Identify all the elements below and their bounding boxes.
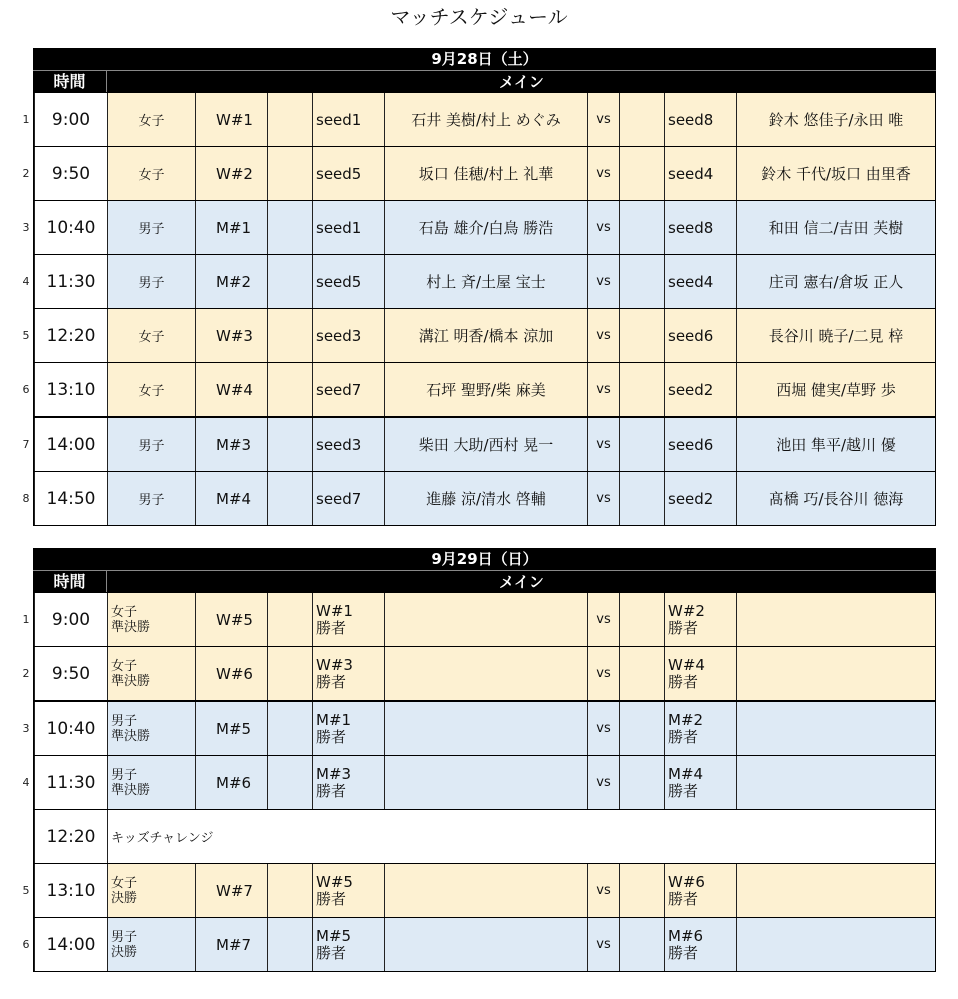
match-code: W#1 — [195, 93, 267, 146]
category: 男子 — [107, 472, 195, 525]
column-header-row — [33, 70, 936, 92]
match-time: 10:40 — [34, 702, 107, 755]
match-row — [22, 592, 935, 646]
match-code: W#6 — [195, 647, 267, 700]
team-right — [736, 593, 935, 646]
match-row — [22, 917, 935, 971]
category: 男子 準決勝 — [107, 702, 195, 755]
vs-label: vs — [587, 93, 619, 146]
vs-label: vs — [587, 756, 619, 809]
row-number: 2 — [22, 667, 30, 680]
seed-left: M#3 勝者 — [312, 756, 384, 809]
match-time: 14:50 — [34, 472, 107, 525]
page-title: マッチスケジュール — [390, 5, 568, 29]
row-number — [21, 810, 31, 863]
blank-cell — [267, 418, 312, 471]
team-left — [384, 864, 587, 917]
seed-left: seed1 — [312, 201, 384, 254]
row-number: 3 — [22, 221, 30, 234]
row-number: 5 — [22, 329, 30, 342]
match-code: M#2 — [195, 255, 267, 308]
team-right: 池田 隼平/越川 優 — [736, 418, 935, 471]
match-code: W#2 — [195, 147, 267, 200]
match-time: 9:00 — [34, 593, 107, 646]
match-row — [22, 362, 935, 416]
category: 男子 — [107, 418, 195, 471]
team-left: 柴田 大助/西村 晃一 — [384, 418, 587, 471]
seed-left: seed3 — [312, 418, 384, 471]
match-row — [22, 254, 935, 308]
vs-label: vs — [587, 201, 619, 254]
match-code: M#4 — [195, 472, 267, 525]
seed-right: seed2 — [664, 472, 736, 525]
blank-cell — [619, 647, 664, 700]
blank-cell — [267, 756, 312, 809]
category: 女子 — [107, 363, 195, 416]
match-code: M#1 — [195, 201, 267, 254]
seed-left: seed5 — [312, 147, 384, 200]
vs-label: vs — [587, 472, 619, 525]
match-time: 14:00 — [34, 418, 107, 471]
match-time: 11:30 — [34, 255, 107, 308]
match-time: 13:10 — [34, 363, 107, 416]
row-number: 2 — [22, 167, 30, 180]
blank-cell — [619, 418, 664, 471]
blank-cell — [619, 363, 664, 416]
seed-left: M#5 勝者 — [312, 918, 384, 971]
team-right — [736, 647, 935, 700]
match-code: W#5 — [195, 593, 267, 646]
schedule-table-day2 — [22, 548, 936, 972]
date-header: 9月29日（日） — [33, 548, 936, 570]
team-left — [384, 593, 587, 646]
vs-label: vs — [587, 363, 619, 416]
seed-left: W#3 勝者 — [312, 647, 384, 700]
match-code: M#5 — [195, 702, 267, 755]
kids-challenge-label: キッズチャレンジ — [107, 810, 935, 863]
category: 男子 — [107, 201, 195, 254]
vs-label: vs — [587, 647, 619, 700]
match-time: 9:00 — [34, 93, 107, 146]
row-number: 1 — [22, 113, 30, 126]
match-row — [22, 92, 935, 146]
category: 女子 準決勝 — [107, 593, 195, 646]
category: 男子 — [107, 255, 195, 308]
date-header: 9月28日（土） — [33, 48, 936, 70]
match-time: 12:20 — [34, 309, 107, 362]
match-row — [22, 700, 935, 755]
team-right — [736, 864, 935, 917]
team-right: 和田 信二/吉田 芙樹 — [736, 201, 935, 254]
match-row — [22, 416, 935, 471]
seed-right: M#6 勝者 — [664, 918, 736, 971]
team-right: 髙橋 巧/長谷川 徳海 — [736, 472, 935, 525]
team-left: 石坪 聖野/柴 麻美 — [384, 363, 587, 416]
seed-left: seed7 — [312, 363, 384, 416]
match-code: W#7 — [195, 864, 267, 917]
team-left — [384, 756, 587, 809]
vs-label: vs — [587, 593, 619, 646]
blank-cell — [267, 593, 312, 646]
match-code: W#3 — [195, 309, 267, 362]
kids-challenge-row — [34, 809, 935, 863]
match-row — [22, 646, 935, 700]
row-number: 6 — [22, 383, 30, 396]
team-left — [384, 918, 587, 971]
match-time: 12:20 — [34, 810, 107, 863]
category: 男子 決勝 — [107, 918, 195, 971]
main-court-header: メイン — [107, 570, 936, 592]
seed-right: W#4 勝者 — [664, 647, 736, 700]
blank-cell — [619, 93, 664, 146]
seed-right: seed6 — [664, 418, 736, 471]
time-column-header: 時間 — [33, 570, 107, 592]
blank-cell — [267, 864, 312, 917]
blank-cell — [267, 309, 312, 362]
seed-right: W#6 勝者 — [664, 864, 736, 917]
seed-left: W#5 勝者 — [312, 864, 384, 917]
time-column-header: 時間 — [33, 70, 107, 92]
vs-label: vs — [587, 147, 619, 200]
blank-cell — [267, 255, 312, 308]
seed-left: seed5 — [312, 255, 384, 308]
blank-cell — [619, 756, 664, 809]
team-left: 村上 斉/土屋 宝士 — [384, 255, 587, 308]
main-court-header: メイン — [107, 70, 936, 92]
seed-left: seed1 — [312, 93, 384, 146]
category: 女子 — [107, 147, 195, 200]
category: 女子 決勝 — [107, 864, 195, 917]
blank-cell — [619, 201, 664, 254]
blank-cell — [619, 918, 664, 971]
blank-cell — [267, 201, 312, 254]
team-right — [736, 702, 935, 755]
match-code: W#4 — [195, 363, 267, 416]
team-right — [736, 756, 935, 809]
category: 男子 準決勝 — [107, 756, 195, 809]
blank-cell — [267, 363, 312, 416]
seed-right: M#2 勝者 — [664, 702, 736, 755]
row-number: 4 — [22, 275, 30, 288]
row-number: 5 — [22, 884, 30, 897]
team-left: 溝江 明香/橋本 涼加 — [384, 309, 587, 362]
blank-cell — [267, 647, 312, 700]
vs-label: vs — [587, 418, 619, 471]
match-row — [22, 755, 935, 809]
seed-right: seed8 — [664, 93, 736, 146]
vs-label: vs — [587, 255, 619, 308]
match-time: 14:00 — [34, 918, 107, 971]
seed-right: M#4 勝者 — [664, 756, 736, 809]
seed-right: seed8 — [664, 201, 736, 254]
blank-cell — [267, 702, 312, 755]
team-right: 鈴木 悠佳子/永田 唯 — [736, 93, 935, 146]
seed-left: seed3 — [312, 309, 384, 362]
match-row — [22, 863, 935, 917]
team-right — [736, 918, 935, 971]
row-number: 7 — [22, 438, 30, 451]
team-left: 坂口 佳穂/村上 礼華 — [384, 147, 587, 200]
vs-label: vs — [587, 864, 619, 917]
team-left: 石島 雄介/白鳥 勝浩 — [384, 201, 587, 254]
blank-cell — [267, 147, 312, 200]
seed-left: W#1 勝者 — [312, 593, 384, 646]
team-left — [384, 702, 587, 755]
seed-right: seed2 — [664, 363, 736, 416]
row-number: 1 — [22, 613, 30, 626]
match-code: M#7 — [195, 918, 267, 971]
match-time: 10:40 — [34, 201, 107, 254]
blank-cell — [267, 918, 312, 971]
team-right: 長谷川 暁子/二見 梓 — [736, 309, 935, 362]
match-time: 9:50 — [34, 147, 107, 200]
blank-cell — [619, 255, 664, 308]
team-left: 進藤 涼/清水 啓輔 — [384, 472, 587, 525]
match-row — [22, 471, 935, 525]
category: 女子 準決勝 — [107, 647, 195, 700]
match-row — [22, 200, 935, 254]
vs-label: vs — [587, 918, 619, 971]
category: 女子 — [107, 93, 195, 146]
seed-right: seed4 — [664, 147, 736, 200]
team-right: 庄司 憲右/倉坂 正人 — [736, 255, 935, 308]
match-time: 13:10 — [34, 864, 107, 917]
schedule-table-day1 — [22, 48, 936, 526]
blank-cell — [619, 472, 664, 525]
match-row — [22, 146, 935, 200]
seed-right: seed6 — [664, 309, 736, 362]
match-row — [22, 308, 935, 362]
blank-cell — [619, 702, 664, 755]
blank-cell — [267, 472, 312, 525]
row-number: 6 — [22, 938, 30, 951]
column-header-row — [33, 570, 936, 592]
match-code: M#3 — [195, 418, 267, 471]
blank-cell — [619, 864, 664, 917]
seed-right: seed4 — [664, 255, 736, 308]
blank-cell — [619, 309, 664, 362]
seed-left: seed7 — [312, 472, 384, 525]
match-code: M#6 — [195, 756, 267, 809]
blank-cell — [619, 147, 664, 200]
match-time: 9:50 — [34, 647, 107, 700]
row-number: 4 — [22, 776, 30, 789]
category: 女子 — [107, 309, 195, 362]
row-number: 3 — [22, 722, 30, 735]
blank-cell — [267, 93, 312, 146]
team-right: 西堀 健実/草野 歩 — [736, 363, 935, 416]
seed-left: M#1 勝者 — [312, 702, 384, 755]
team-left — [384, 647, 587, 700]
seed-right: W#2 勝者 — [664, 593, 736, 646]
vs-label: vs — [587, 309, 619, 362]
blank-cell — [619, 593, 664, 646]
row-number: 8 — [22, 492, 30, 505]
vs-label: vs — [587, 702, 619, 755]
team-right: 鈴木 千代/坂口 由里香 — [736, 147, 935, 200]
match-time: 11:30 — [34, 756, 107, 809]
team-left: 石井 美樹/村上 めぐみ — [384, 93, 587, 146]
